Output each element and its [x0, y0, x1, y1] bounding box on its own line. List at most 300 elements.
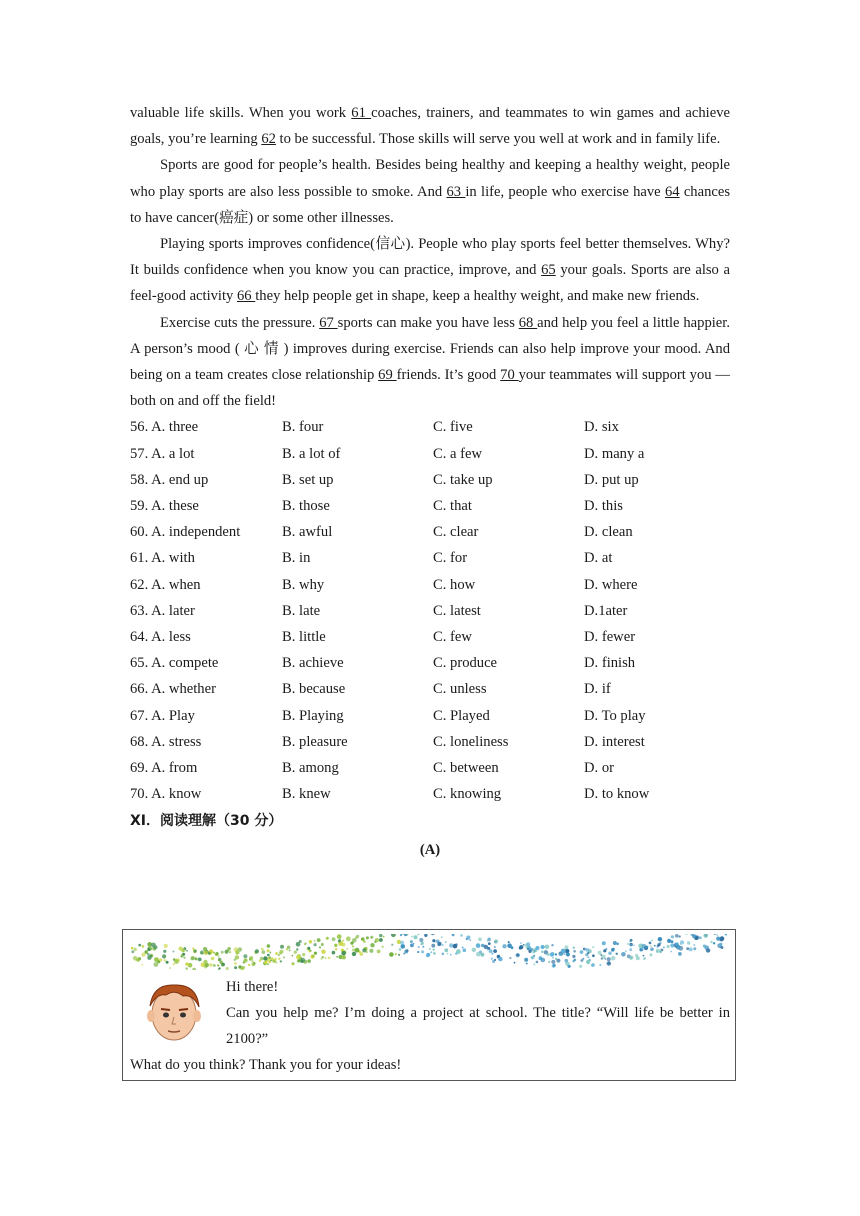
question-row: [130, 493, 730, 519]
banner-dot: [526, 963, 528, 965]
option-b: B. four: [282, 419, 324, 436]
banner-dot: [629, 941, 631, 943]
letter-message: [226, 974, 730, 1053]
banner-dot: [302, 953, 305, 956]
banner-dot: [417, 951, 419, 953]
banner-dot: [444, 948, 448, 952]
banner-dot: [643, 955, 645, 957]
banner-dot: [297, 959, 300, 962]
blank-62: 62: [261, 131, 276, 148]
banner-dot: [403, 953, 405, 955]
banner-dot: [267, 954, 270, 957]
banner-dot: [675, 934, 679, 938]
option-a: 63. A. later: [130, 602, 195, 619]
banner-dot: [271, 957, 274, 960]
letter-greeting: Hi there!: [226, 979, 279, 995]
option-d: D. clean: [584, 524, 633, 541]
banner-dot: [720, 936, 725, 941]
banner-dot: [502, 944, 506, 948]
banner-dot: [667, 939, 671, 943]
banner-dot: [337, 934, 342, 939]
banner-dot: [275, 952, 278, 955]
option-c: C. for: [433, 550, 468, 567]
banner-dot: [421, 942, 424, 945]
banner-dot: [536, 946, 540, 950]
banner-dot: [476, 943, 481, 948]
option-a: 57. A. a lot: [130, 445, 195, 462]
banner-dot: [292, 963, 294, 965]
letter-closing: What do you think? Thank you for your ideas!: [130, 1057, 402, 1073]
banner-dot: [267, 949, 270, 952]
banner-dot: [551, 944, 553, 946]
banner-dot: [533, 963, 535, 965]
banner-dot: [462, 947, 464, 949]
option-b: B. awful: [282, 524, 333, 541]
banner-dot: [442, 944, 444, 946]
banner-dot: [563, 953, 565, 955]
banner-dot: [585, 948, 589, 952]
banner-dot: [219, 961, 222, 964]
banner-dot: [509, 957, 511, 959]
banner-dot: [242, 966, 245, 969]
banner-dot: [476, 952, 481, 957]
banner-dot: [181, 948, 185, 952]
option-a: 58. A. end up: [130, 471, 209, 488]
paragraph-3: [130, 231, 730, 310]
banner-dot: [676, 945, 681, 950]
question-row: [130, 519, 730, 545]
banner-dot: [587, 952, 589, 954]
banner-dot: [261, 948, 263, 950]
banner-dot: [636, 956, 640, 960]
banner-dot: [192, 948, 194, 950]
banner-dot: [379, 938, 383, 942]
banner-dot: [650, 948, 653, 951]
banner-dot: [234, 962, 237, 965]
banner-dot: [147, 953, 150, 956]
banner-dot: [583, 948, 586, 951]
boy-avatar-icon: [135, 980, 213, 1042]
option-b: B. those: [282, 498, 330, 514]
banner-dot: [342, 943, 346, 947]
banner-dot: [550, 952, 554, 956]
banner-dot: [253, 962, 256, 965]
banner-dot: [605, 948, 607, 950]
banner-dot: [294, 951, 297, 954]
option-d: D. interest: [584, 733, 645, 750]
option-c: C. a few: [433, 445, 483, 462]
banner-dot: [545, 945, 550, 950]
banner-dot: [352, 949, 355, 952]
blank-61: 61: [351, 105, 372, 121]
banner-dot: [625, 950, 627, 952]
banner-dot: [553, 964, 556, 967]
banner-dot: [342, 940, 345, 943]
option-a: 65. A. compete: [130, 655, 219, 672]
banner-dot: [693, 944, 695, 946]
banner-dot: [686, 947, 689, 950]
banner-dot: [381, 946, 383, 948]
banner-dot: [472, 948, 476, 952]
banner-dot: [198, 958, 202, 962]
banner-dot: [536, 961, 539, 964]
option-a: 56. A. three: [130, 419, 199, 436]
banner-dot: [670, 943, 674, 947]
banner-dot: [164, 959, 166, 961]
question-row: [130, 572, 730, 598]
banner-dot: [216, 952, 219, 955]
banner-dot: [142, 945, 145, 948]
banner-dot: [213, 964, 216, 967]
banner-dot: [580, 950, 584, 954]
text: your goals. Sports are also a feel-good activity: [130, 262, 730, 305]
banner-dot: [600, 954, 602, 956]
banner-dot: [203, 960, 207, 964]
banner-dot: [191, 956, 195, 960]
option-a: 64. A. less: [130, 628, 191, 645]
banner-dot: [442, 953, 445, 956]
banner-dot: [526, 942, 530, 946]
option-c: C. between: [433, 759, 499, 776]
banner-dot: [541, 958, 546, 963]
option-d: D. fewer: [584, 628, 636, 645]
blank-65: 65: [541, 262, 556, 279]
banner-dot: [494, 946, 496, 948]
paragraph-4: [130, 310, 730, 415]
banner-dot: [352, 945, 354, 947]
banner-dot: [713, 942, 715, 944]
banner-dot: [487, 940, 489, 942]
banner-dot: [573, 947, 575, 949]
banner-dot: [492, 960, 495, 963]
banner-dot: [659, 950, 662, 953]
banner-dot: [389, 952, 394, 957]
banner-dot: [370, 943, 374, 947]
banner-dot: [432, 939, 435, 942]
option-c: C. loneliness: [433, 733, 509, 750]
banner-dot: [611, 949, 614, 952]
banner-dot: [608, 952, 611, 955]
banner-dot: [183, 957, 185, 959]
option-d: D. finish: [584, 655, 636, 672]
banner-dot: [218, 955, 220, 957]
banner-dot: [671, 935, 674, 938]
banner-dot: [559, 953, 562, 956]
option-b: B. because: [282, 681, 346, 698]
option-a: 66. A. whether: [130, 681, 216, 698]
banner-dot: [607, 957, 611, 961]
banner-dot: [659, 942, 661, 944]
banner-dot: [541, 945, 545, 949]
blank-70: 70: [500, 367, 519, 384]
banner-dot: [478, 938, 482, 942]
banner-dot: [422, 946, 424, 948]
banner-dot: [287, 946, 291, 950]
banner-dot: [531, 957, 533, 959]
option-d: D. where: [584, 576, 638, 593]
text: chances to have cancer(癌症) or some other illnesses.: [130, 183, 731, 226]
option-d: D.1ater: [584, 602, 628, 619]
banner-dot: [317, 938, 321, 942]
blank-69: 69: [378, 367, 397, 384]
banner-dot: [147, 948, 150, 951]
banner-dot: [332, 951, 336, 955]
banner-dot: [275, 962, 277, 964]
banner-dot: [703, 945, 706, 948]
banner-dot: [630, 956, 634, 960]
banner-dot: [687, 941, 690, 944]
banner-dot: [166, 961, 169, 964]
banner-dot: [136, 958, 140, 962]
banner-dot: [719, 943, 723, 947]
banner-dot: [267, 963, 269, 965]
option-d: D. To play: [584, 707, 646, 724]
banner-dot: [411, 936, 413, 938]
option-d: D. if: [584, 681, 611, 698]
question-row: [130, 676, 730, 702]
question-row: [130, 598, 730, 624]
banner-dot: [138, 944, 141, 947]
banner-dot: [714, 934, 717, 935]
option-b: B. in: [282, 550, 311, 567]
banner-dot: [644, 957, 646, 959]
banner-dot: [566, 953, 570, 957]
banner-dot: [218, 968, 220, 970]
banner-dot: [307, 947, 310, 950]
text: to be successful. Those skills will serve you well at work and in family life.: [275, 131, 721, 148]
banner-dot: [498, 957, 502, 961]
banner-dot: [159, 958, 162, 961]
banner-dot: [421, 950, 424, 953]
banner-dot: [314, 940, 316, 942]
banner-dot: [656, 949, 660, 953]
banner-dot: [551, 960, 555, 964]
banner-dot: [131, 950, 134, 953]
paragraph-2: [130, 152, 730, 231]
banner-dot: [725, 934, 728, 936]
banner-dot: [154, 962, 159, 967]
banner-dot: [621, 952, 626, 957]
banner-dot: [524, 958, 528, 962]
banner-dot: [194, 950, 197, 953]
question-row: [130, 650, 730, 676]
letter-body: Can you help me? I’m doing a project at school. The title? “Will life be better in 2100?”: [226, 1005, 730, 1048]
banner-dot: [693, 947, 696, 950]
text: Exercise cuts the pressure.: [160, 314, 320, 331]
text: Playing sports improves confidence(信心). People who play sports feel better themselves. Why? It builds confidence when you know you can practice, improve, and: [130, 236, 730, 279]
option-d: D. put up: [584, 471, 639, 488]
banner-dot: [654, 945, 656, 947]
banner-dot: [274, 958, 277, 961]
banner-dot: [296, 942, 301, 947]
option-d: D. many a: [584, 445, 645, 462]
question-row: [130, 624, 730, 650]
option-a: 70. A. know: [130, 786, 202, 803]
banner-dot: [441, 936, 443, 938]
banner-dot: [484, 945, 488, 949]
banner-dot: [249, 956, 253, 960]
banner-dot: [332, 937, 336, 941]
option-b: B. little: [282, 628, 326, 645]
banner-dot: [508, 941, 510, 943]
banner-dot: [579, 965, 582, 968]
banner-dot: [410, 940, 413, 943]
text: Sports are good for people’s health. Besides being healthy and keeping a healthy weight, people who play sports are also less possible to smoke. And: [130, 157, 730, 200]
banner-dot: [429, 948, 431, 950]
option-b: B. achieve: [282, 655, 344, 672]
option-c: C. Played: [433, 707, 490, 724]
banner-dot: [234, 966, 237, 969]
option-a: 68. A. stress: [130, 733, 202, 750]
letter-box: [122, 929, 736, 1081]
banner-dot: [395, 953, 397, 955]
banner-dot: [278, 958, 280, 960]
banner-dot: [667, 945, 670, 948]
banner-dot: [716, 934, 718, 936]
banner-dot: [346, 948, 348, 950]
banner-dot: [547, 953, 550, 956]
banner-dot: [200, 950, 204, 954]
banner-dot: [304, 943, 306, 945]
banner-dot: [341, 951, 346, 956]
banner-dot: [173, 958, 176, 961]
banner-dot: [163, 950, 166, 953]
option-c: C. latest: [433, 602, 481, 619]
option-d: D. at: [584, 550, 613, 567]
question-row: [130, 781, 730, 807]
banner-dot: [494, 939, 498, 943]
banner-dot: [452, 934, 455, 936]
banner-dot: [251, 960, 253, 962]
banner-dot: [650, 945, 652, 947]
banner-dot: [564, 945, 568, 949]
banner-dot: [488, 942, 491, 945]
banner-dot: [607, 961, 611, 965]
banner-dot: [264, 961, 267, 964]
banner-dot: [689, 947, 693, 951]
banner-dot: [262, 950, 266, 954]
banner-dot: [195, 957, 198, 960]
question-row: [130, 467, 730, 493]
text: friends. It’s good: [396, 367, 501, 384]
banner-dot: [319, 946, 321, 948]
banner-dot: [336, 956, 338, 958]
banner-dot: [456, 949, 461, 954]
banner-dot: [699, 936, 702, 939]
text: and help you feel a little happier. A person’s mood ( 心 情 ) improves during exercise. Friends can also help improve your mood. And being on a team creates close relationship: [130, 314, 730, 384]
banner-dot: [541, 950, 544, 953]
option-d: D. six: [584, 419, 619, 436]
banner-dot: [172, 951, 174, 953]
banner-dot: [555, 953, 557, 955]
question-row: [130, 545, 730, 571]
option-d: D. this: [584, 498, 623, 514]
banner-dot: [243, 954, 247, 958]
blank-68: 68: [518, 314, 538, 331]
banner-dot: [433, 952, 436, 955]
banner-dot: [173, 963, 175, 965]
banner-dot: [154, 945, 158, 949]
banner-dot: [417, 934, 419, 935]
option-c: C. knowing: [433, 786, 502, 803]
banner-dot: [164, 944, 168, 948]
banner-dot: [383, 936, 385, 938]
text: in life, people who exercise have: [465, 183, 665, 200]
banner-dot: [651, 940, 653, 942]
banner-dot: [710, 941, 712, 943]
banner-dot: [235, 950, 239, 954]
banner-dot: [431, 944, 435, 948]
option-c: C. take up: [433, 471, 493, 488]
banner-dot: [507, 943, 512, 948]
banner-dot: [134, 948, 137, 951]
option-c: C. how: [433, 576, 476, 593]
banner-dot: [658, 937, 662, 941]
banner-dot: [678, 952, 682, 956]
banner-dot: [209, 963, 212, 966]
option-b: B. why: [282, 576, 325, 593]
banner-dot: [639, 948, 642, 951]
banner-dot: [561, 949, 566, 954]
banner-dot: [204, 951, 209, 956]
banner-dot: [296, 948, 298, 950]
banner-dot: [670, 951, 672, 953]
banner-dot: [602, 941, 606, 945]
banner-dot: [431, 934, 435, 935]
banner-dot: [627, 943, 629, 945]
banner-dot: [226, 967, 229, 970]
banner-dot: [401, 944, 406, 949]
blank-63: 63: [446, 183, 466, 200]
banner-dot: [679, 935, 681, 937]
section-subtitle: (A): [419, 842, 441, 859]
banner-dot: [398, 954, 400, 956]
banner-dot: [413, 943, 415, 945]
banner-dot: [131, 947, 133, 950]
banner-dot: [280, 960, 282, 962]
banner-dot: [593, 963, 595, 965]
banner-dot: [517, 954, 520, 957]
banner-dot: [280, 945, 284, 949]
banner-dot: [186, 950, 188, 952]
option-c: C. unless: [433, 681, 487, 698]
question-row: [130, 703, 730, 729]
banner-dot: [418, 946, 420, 948]
option-c: C. five: [433, 419, 473, 436]
banner-dot: [312, 955, 314, 957]
banner-dot: [235, 955, 239, 959]
option-d: D. to know: [584, 786, 650, 803]
banner-dot: [221, 965, 223, 967]
banner-dot: [692, 934, 696, 938]
banner-dot: [338, 940, 341, 943]
banner-dot: [613, 941, 617, 945]
blank-64: 64: [664, 183, 680, 200]
text: sports can make you have less: [337, 314, 519, 331]
banner-dot: [321, 950, 325, 954]
banner-dot: [352, 952, 356, 956]
banner-dot: [374, 941, 376, 943]
banner-dot: [283, 956, 285, 958]
banner-dot: [278, 954, 280, 956]
banner-dot: [248, 964, 250, 966]
banner-dot: [598, 951, 602, 955]
option-a: 62. A. when: [130, 576, 201, 593]
banner-dot: [163, 956, 165, 958]
banner-dot: [185, 962, 189, 966]
option-b: B. a lot of: [282, 445, 341, 462]
question-row: [130, 414, 730, 440]
